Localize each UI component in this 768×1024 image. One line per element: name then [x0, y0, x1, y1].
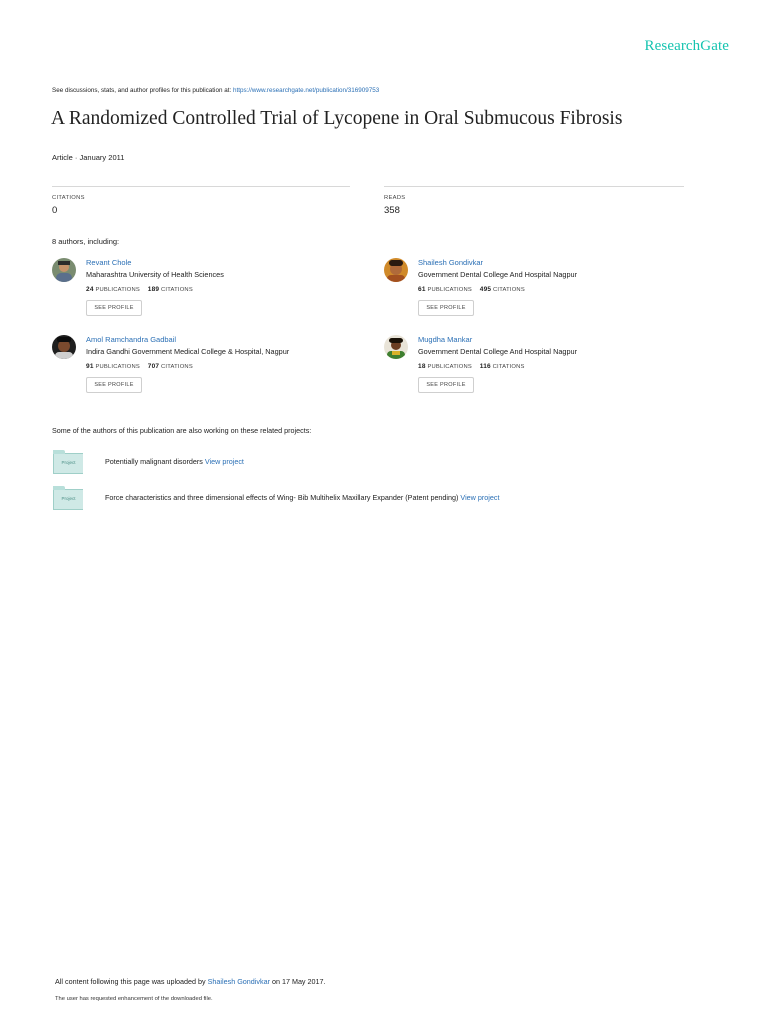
divider — [52, 186, 350, 187]
publications-count: 24 — [86, 286, 94, 293]
researchgate-logo[interactable]: ResearchGate — [644, 38, 729, 54]
reads-count: 358 — [384, 205, 400, 216]
author-card — [52, 258, 352, 328]
citations-count: 707 — [147, 363, 160, 370]
view-project-link[interactable]: View project — [204, 457, 244, 466]
author-name[interactable]: Revant Chole — [86, 258, 132, 267]
see-profile-button[interactable]: SEE PROFILE — [86, 300, 142, 316]
author-name[interactable]: Amol Ramchandra Gadbail — [86, 335, 177, 344]
avatar[interactable] — [384, 335, 408, 359]
related-projects-heading: Some of the authors of this publication are also working on these related projects: — [52, 426, 312, 435]
citations-count: 0 — [52, 205, 58, 216]
author-stats — [418, 363, 525, 370]
author-card — [52, 335, 352, 405]
article-title: A Randomized Controlled Trial of Lycopene in Oral Submucous Fibrosis — [51, 108, 623, 129]
author-stats — [86, 286, 193, 293]
project-icon-label: Project — [61, 496, 76, 501]
article-meta: Article · January 2011 — [52, 153, 125, 162]
project-title: Potentially malignant disorders — [105, 457, 203, 466]
publications-label: PUBLICATIONS — [427, 287, 472, 293]
citations-label: CITATIONS — [161, 364, 193, 370]
see-profile-button[interactable]: SEE PROFILE — [418, 377, 474, 393]
citations-label: CITATIONS — [161, 287, 193, 293]
enhancement-note: The user has requested enhancement of the downloaded file. — [55, 996, 213, 1002]
author-institution: Maharashtra University of Health Sciences — [86, 270, 224, 279]
author-stats — [86, 363, 193, 370]
project-title: Force characteristics and three dimensional effects of Wing- Bib Multihelix Maxillary Expander (Patent pending) — [105, 493, 459, 502]
see-profile-button[interactable]: SEE PROFILE — [86, 377, 142, 393]
project-item — [105, 457, 244, 466]
author-name[interactable]: Mugdha Mankar — [418, 335, 473, 344]
folder-tab — [53, 486, 65, 490]
publication-link[interactable]: https://www.researchgate.net/publication/316909753 — [232, 87, 380, 94]
author-institution: Government Dental College And Hospital Nagpur — [418, 347, 577, 356]
citations-count: 116 — [479, 363, 491, 370]
avatar[interactable] — [52, 335, 76, 359]
publications-count: 61 — [418, 286, 426, 293]
project-folder-icon — [53, 489, 83, 510]
view-project-link[interactable]: View project — [460, 493, 500, 502]
authors-heading: 8 authors, including: — [52, 237, 120, 246]
folder-tab — [53, 450, 65, 454]
author-institution: Indira Gandhi Government Medical College & Hospital, Nagpur — [86, 347, 290, 356]
upload-prefix: All content following this page was uploaded by — [55, 977, 206, 986]
publications-count: 91 — [86, 363, 94, 370]
publications-label: PUBLICATIONS — [95, 364, 140, 370]
project-icon-label: Project — [61, 460, 76, 465]
citations-label: CITATIONS — [492, 364, 525, 370]
discussion-line — [52, 87, 379, 94]
author-card — [384, 335, 684, 405]
citations-count: 495 — [479, 286, 492, 293]
upload-info — [55, 977, 326, 986]
publications-label: PUBLICATIONS — [95, 287, 140, 293]
author-card — [384, 258, 684, 328]
author-name[interactable]: Shailesh Gondivkar — [418, 258, 484, 267]
citations-label: CITATIONS — [52, 195, 85, 201]
citations-label: CITATIONS — [493, 287, 525, 293]
project-item — [105, 493, 499, 502]
divider — [384, 186, 684, 187]
publications-count: 18 — [418, 363, 426, 370]
upload-date: on 17 May 2017. — [271, 977, 326, 986]
avatar[interactable] — [52, 258, 76, 282]
discussion-text: See discussions, stats, and author profiles for this publication at: — [52, 87, 232, 94]
reads-label: READS — [384, 195, 406, 201]
avatar[interactable] — [384, 258, 408, 282]
see-profile-button[interactable]: SEE PROFILE — [418, 300, 474, 316]
author-stats — [418, 286, 525, 293]
citations-count: 189 — [147, 286, 160, 293]
author-institution: Government Dental College And Hospital Nagpur — [418, 270, 577, 279]
publications-label: PUBLICATIONS — [427, 364, 472, 370]
uploader-link[interactable]: Shailesh Gondivkar — [207, 977, 270, 986]
project-folder-icon — [53, 453, 83, 474]
